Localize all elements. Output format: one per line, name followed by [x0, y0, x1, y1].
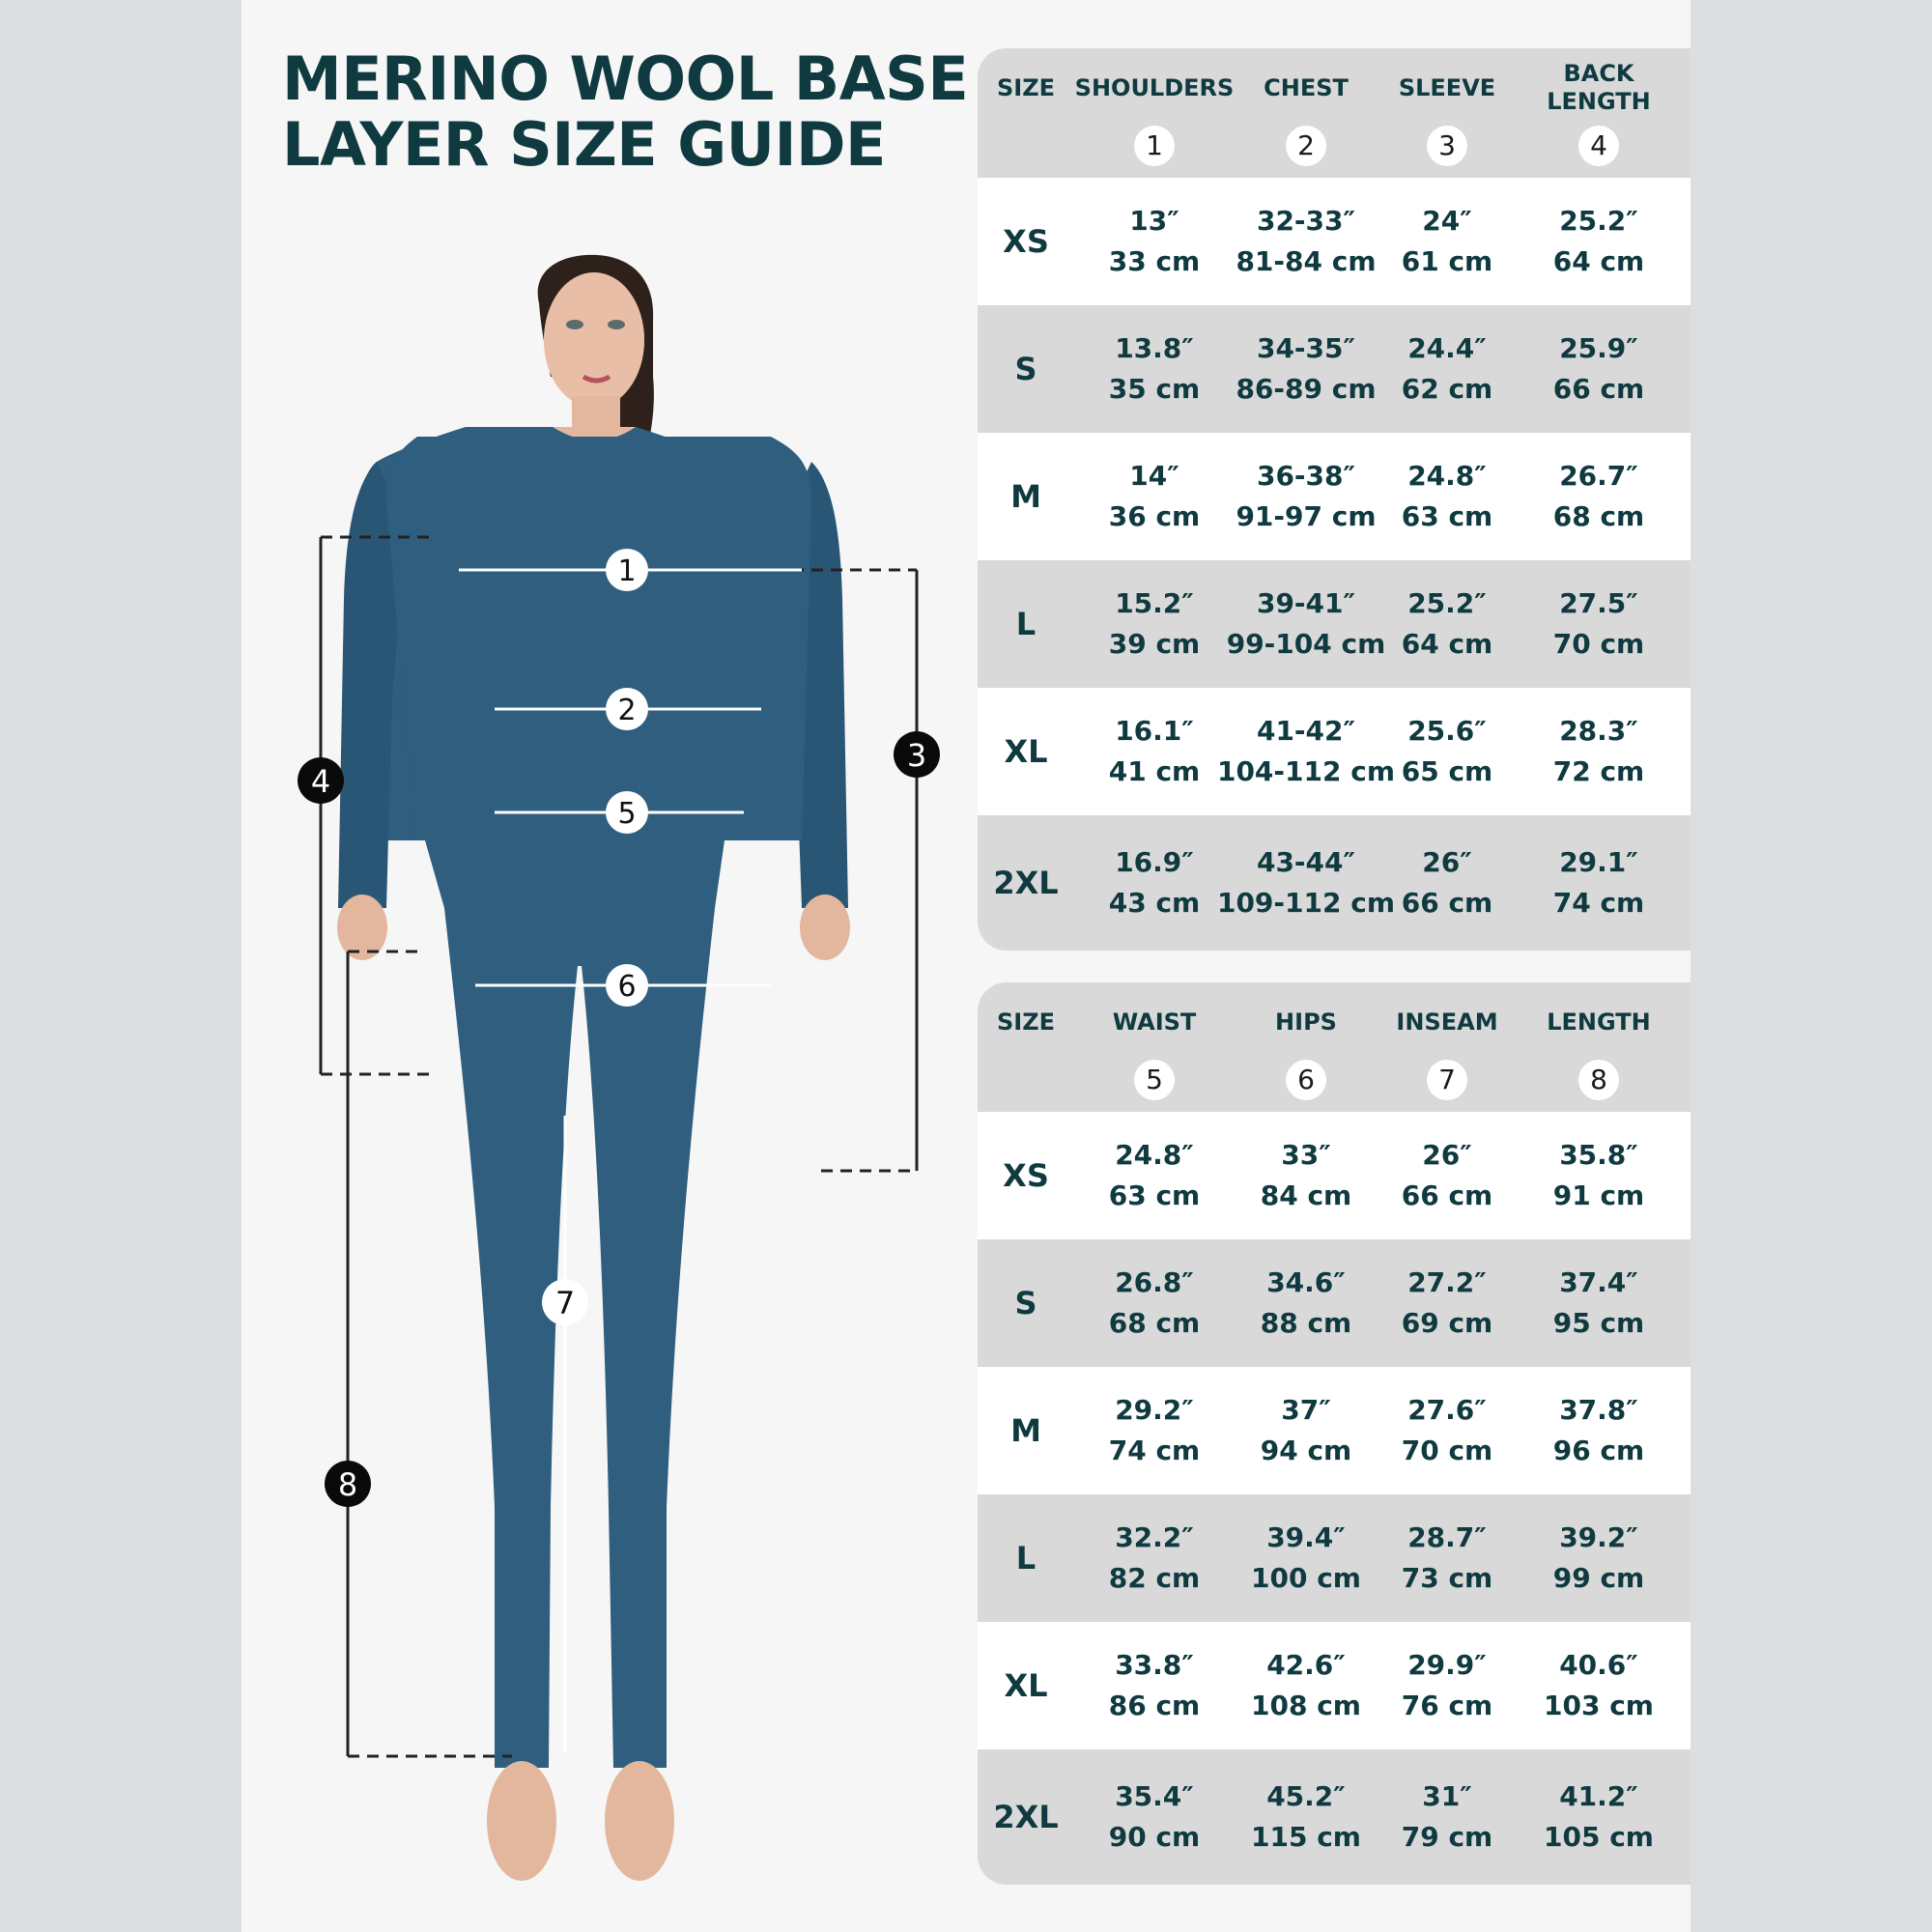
measurement-inches: 24.4″: [1407, 332, 1487, 364]
page-title: [282, 43, 978, 180]
column-header: [1375, 48, 1520, 178]
measurement-cm: 66 cm: [1552, 373, 1645, 405]
measurement-cm: 73 cm: [1401, 1562, 1493, 1594]
measurement-cm: 39 cm: [1108, 628, 1201, 660]
table-row: [978, 1494, 1690, 1622]
model-figure: [242, 213, 976, 1913]
column-number-badge: 6: [1286, 1060, 1326, 1100]
column-header: [1375, 982, 1520, 1112]
table-row: [978, 178, 1690, 305]
measurement-inches: 41-42″: [1256, 715, 1356, 747]
size-label: 2XL: [993, 1799, 1059, 1835]
marker-5: [606, 791, 648, 834]
measurement-cm: 94 cm: [1260, 1435, 1352, 1466]
measurement-inches: 39.2″: [1559, 1521, 1638, 1553]
marker-2: [606, 688, 648, 730]
measurement-inches: 25.2″: [1559, 205, 1638, 237]
table-row: [978, 1749, 1690, 1885]
right-eye: [608, 320, 625, 329]
measurement-inches: 26.7″: [1559, 460, 1638, 492]
measurement-inches: 32.2″: [1115, 1521, 1194, 1553]
right-hand: [800, 895, 850, 960]
measurement-inches: 28.7″: [1407, 1521, 1487, 1553]
measurement-cell: [1375, 815, 1520, 951]
measurement-cm: 68 cm: [1552, 500, 1645, 532]
measurement-inches: 34-35″: [1256, 332, 1356, 364]
top-size-table: [978, 48, 1690, 951]
size-label: 2XL: [993, 865, 1059, 901]
column-header-label: HIPS: [1275, 1008, 1337, 1036]
measurement-cm: 36 cm: [1108, 500, 1201, 532]
measurement-cm: 76 cm: [1401, 1690, 1493, 1721]
svg-text:4: 4: [310, 763, 331, 800]
column-number-badge: 3: [1427, 126, 1467, 166]
measurement-cm: 72 cm: [1552, 755, 1645, 787]
measurement-inches: 41.2″: [1559, 1780, 1638, 1812]
table-row: [978, 305, 1690, 433]
column-header: [978, 48, 1074, 178]
measurement-cell: [1375, 433, 1520, 560]
measurement-cm: 88 cm: [1260, 1307, 1352, 1339]
table-row: [978, 560, 1690, 688]
size-label: L: [1015, 606, 1037, 642]
svg-text:6: 6: [617, 970, 637, 1004]
size-label: M: [1010, 478, 1041, 515]
measurement-inches: 26″: [1422, 1139, 1472, 1171]
measurement-cm: 95 cm: [1552, 1307, 1645, 1339]
measurement-inches: 36-38″: [1256, 460, 1356, 492]
measurement-cm: 79 cm: [1401, 1821, 1493, 1853]
measurement-inches: 32-33″: [1256, 205, 1356, 237]
svg-text:3: 3: [906, 737, 927, 774]
measurement-inches: 24.8″: [1115, 1139, 1194, 1171]
measurement-cm: 91-97 cm: [1236, 500, 1377, 532]
measurement-cm: 115 cm: [1251, 1821, 1361, 1853]
measurement-cm: 86-89 cm: [1236, 373, 1377, 405]
measurement-inches: 25.9″: [1559, 332, 1638, 364]
measurement-cell: [1375, 688, 1520, 815]
svg-text:1: 1: [617, 554, 637, 588]
measurement-cm: 66 cm: [1401, 887, 1493, 919]
measurement-inches: 16.1″: [1115, 715, 1194, 747]
measurement-cell: [1375, 178, 1520, 305]
bottom-size-table: [978, 982, 1690, 1885]
measurement-cell: [1214, 815, 1398, 951]
marker-8: [325, 1461, 371, 1507]
measurement-inches: 15.2″: [1115, 587, 1194, 619]
measurement-cm: 99-104 cm: [1226, 628, 1386, 660]
column-header-label: SIZE: [996, 73, 1055, 101]
measurement-cell: [1375, 1367, 1520, 1494]
measurement-inches: 34.6″: [1266, 1266, 1346, 1298]
measurement-cm: 62 cm: [1401, 373, 1493, 405]
measurement-cell: [1375, 1494, 1520, 1622]
size-label: S: [1014, 1285, 1037, 1321]
table-row: [978, 1622, 1690, 1749]
measurement-cm: 43 cm: [1108, 887, 1201, 919]
table-row: [978, 433, 1690, 560]
measurement-cm: 104-112 cm: [1216, 755, 1396, 787]
column-header: [1214, 48, 1398, 178]
measurement-cm: 68 cm: [1108, 1307, 1201, 1339]
measurement-inches: 45.2″: [1266, 1780, 1346, 1812]
measurement-inches: 13″: [1129, 205, 1179, 237]
size-label: M: [1010, 1412, 1041, 1449]
table-row: [978, 1112, 1690, 1239]
measurement-cm: 99 cm: [1552, 1562, 1645, 1594]
measurement-inches: 29.2″: [1115, 1394, 1194, 1426]
measurement-inches: 27.6″: [1407, 1394, 1487, 1426]
svg-text:5: 5: [617, 797, 637, 831]
measurement-inches: 35.8″: [1559, 1139, 1638, 1171]
column-header: [1507, 982, 1690, 1112]
measurement-cell: [1214, 178, 1398, 305]
table-row: [978, 815, 1690, 951]
column-header-label: SLEEVE: [1398, 73, 1496, 101]
measurement-inches: 33″: [1281, 1139, 1331, 1171]
measurement-inches: 37.8″: [1559, 1394, 1638, 1426]
measurement-cell: [1507, 815, 1690, 951]
column-header: [1214, 982, 1398, 1112]
measurement-inches: 26.8″: [1115, 1266, 1194, 1298]
measurement-inches: 39-41″: [1256, 587, 1356, 619]
column-header-label: BACK LENGTH: [1547, 60, 1651, 115]
measurement-cm: 103 cm: [1544, 1690, 1654, 1721]
measurement-inches: 29.9″: [1407, 1649, 1487, 1681]
marker-6: [606, 964, 648, 1007]
measurement-cell: [1507, 1622, 1690, 1749]
column-number-badge: 8: [1578, 1060, 1619, 1100]
measurement-cell: [1507, 1367, 1690, 1494]
measurement-inches: 13.8″: [1115, 332, 1194, 364]
measurement-cm: 69 cm: [1401, 1307, 1493, 1339]
left-hand: [337, 895, 387, 960]
measurement-inches: 28.3″: [1559, 715, 1638, 747]
column-header-label: LENGTH: [1547, 1008, 1651, 1036]
measurement-cell: [1214, 1749, 1398, 1885]
measurement-cell: [1214, 1239, 1398, 1367]
measurement-cm: 82 cm: [1108, 1562, 1201, 1594]
size-label: XL: [1004, 733, 1048, 770]
measurement-inches: 33.8″: [1115, 1649, 1194, 1681]
measurement-cm: 86 cm: [1108, 1690, 1201, 1721]
measurement-cm: 108 cm: [1251, 1690, 1361, 1721]
bottom-table-header: [978, 982, 1690, 1112]
measurement-cm: 61 cm: [1401, 245, 1493, 277]
top-table-header: [978, 48, 1690, 178]
column-number-badge: 1: [1134, 126, 1175, 166]
measurement-cm: 66 cm: [1401, 1179, 1493, 1211]
left-eye: [566, 320, 583, 329]
measurement-cell: [1214, 305, 1398, 433]
measurement-inches: 31″: [1422, 1780, 1472, 1812]
measurement-cm: 64 cm: [1401, 628, 1493, 660]
size-label: XS: [1003, 223, 1049, 260]
column-header-label: SHOULDERS: [1074, 73, 1235, 101]
size-label: L: [1015, 1540, 1037, 1577]
marker-7: [542, 1279, 588, 1325]
measurement-cell: [1214, 1112, 1398, 1239]
column-header: [978, 982, 1074, 1112]
measurement-inches: 37.4″: [1559, 1266, 1638, 1298]
measurement-inches: 24.8″: [1407, 460, 1487, 492]
svg-text:8: 8: [337, 1466, 358, 1503]
measurement-cm: 84 cm: [1260, 1179, 1352, 1211]
measurement-inches: 25.2″: [1407, 587, 1487, 619]
measurement-cm: 35 cm: [1108, 373, 1201, 405]
measurement-inches: 26″: [1422, 846, 1472, 878]
model-illustration: [242, 213, 976, 1913]
measurement-cell: [1375, 305, 1520, 433]
measurement-inches: 29.1″: [1559, 846, 1638, 878]
measurement-cm: 41 cm: [1108, 755, 1201, 787]
measurement-cm: 109-112 cm: [1216, 887, 1396, 919]
face-shape: [544, 272, 644, 408]
measurement-cm: 63 cm: [1108, 1179, 1201, 1211]
measurement-cm: 100 cm: [1251, 1562, 1361, 1594]
measurement-cm: 96 cm: [1552, 1435, 1645, 1466]
svg-text:2: 2: [617, 694, 637, 727]
measurement-cm: 74 cm: [1108, 1435, 1201, 1466]
measurement-cell: [1507, 433, 1690, 560]
measurement-cm: 70 cm: [1401, 1435, 1493, 1466]
measurement-cell: [1507, 560, 1690, 688]
measurement-cell: [1214, 560, 1398, 688]
table-row: [978, 1239, 1690, 1367]
measurement-cm: 90 cm: [1108, 1821, 1201, 1853]
marker-3: [894, 731, 940, 778]
title-line-2: LAYER SIZE GUIDE: [282, 109, 886, 180]
measurement-cell: [1214, 688, 1398, 815]
measurement-inches: 35.4″: [1115, 1780, 1194, 1812]
column-number-badge: 7: [1427, 1060, 1467, 1100]
column-header: [1507, 48, 1690, 178]
measurement-cell: [1507, 1494, 1690, 1622]
measurement-cell: [1507, 1239, 1690, 1367]
column-number-badge: 2: [1286, 126, 1326, 166]
measurement-cm: 65 cm: [1401, 755, 1493, 787]
column-number-badge: 5: [1134, 1060, 1175, 1100]
measurement-inches: 27.2″: [1407, 1266, 1487, 1298]
measurement-inches: 37″: [1281, 1394, 1331, 1426]
shirt-torso: [386, 437, 811, 840]
marker-4: [298, 757, 344, 804]
measurement-cm: 81-84 cm: [1236, 245, 1377, 277]
measurement-cell: [1375, 1749, 1520, 1885]
measurement-cell: [1507, 1112, 1690, 1239]
measurement-inches: 43-44″: [1256, 846, 1356, 878]
column-header-label: SIZE: [996, 1008, 1055, 1036]
measurement-inches: 25.6″: [1407, 715, 1487, 747]
measurement-inches: 27.5″: [1559, 587, 1638, 619]
measurement-inches: 24″: [1422, 205, 1472, 237]
column-header-label: CHEST: [1264, 73, 1349, 101]
measurement-cell: [1375, 1112, 1520, 1239]
column-number-badge: 4: [1578, 126, 1619, 166]
table-row: [978, 688, 1690, 815]
measurement-inches: 16.9″: [1115, 846, 1194, 878]
right-foot: [605, 1761, 674, 1881]
measurement-inches: 40.6″: [1559, 1649, 1638, 1681]
size-label: XS: [1003, 1157, 1049, 1194]
measurement-cell: [1375, 560, 1520, 688]
measurement-cm: 74 cm: [1552, 887, 1645, 919]
column-header-label: INSEAM: [1396, 1008, 1498, 1036]
measurement-cell: [1375, 1622, 1520, 1749]
measurement-cell: [1214, 1622, 1398, 1749]
measurement-cell: [1507, 178, 1690, 305]
measurement-cm: 70 cm: [1552, 628, 1645, 660]
size-label: XL: [1004, 1667, 1048, 1704]
measurement-inches: 42.6″: [1266, 1649, 1346, 1681]
measurement-inches: 14″: [1129, 460, 1179, 492]
measurement-cell: [1375, 1239, 1520, 1367]
measurement-cm: 91 cm: [1552, 1179, 1645, 1211]
measurement-cell: [1214, 1367, 1398, 1494]
measurement-cell: [1214, 1494, 1398, 1622]
left-foot: [487, 1761, 556, 1881]
measurement-cm: 63 cm: [1401, 500, 1493, 532]
column-header-label: WAIST: [1112, 1008, 1197, 1036]
measurement-inches: 39.4″: [1266, 1521, 1346, 1553]
marker-1: [606, 549, 648, 591]
table-row: [978, 1367, 1690, 1494]
measurement-cm: 33 cm: [1108, 245, 1201, 277]
measurement-cell: [1507, 688, 1690, 815]
measurement-cell: [1507, 1749, 1690, 1885]
measurement-cm: 105 cm: [1544, 1821, 1654, 1853]
svg-text:7: 7: [554, 1285, 576, 1321]
title-line-1: MERINO WOOL BASE: [282, 43, 969, 114]
measurement-cell: [1214, 433, 1398, 560]
measurement-cell: [1507, 305, 1690, 433]
size-label: S: [1014, 351, 1037, 387]
measurement-cm: 64 cm: [1552, 245, 1645, 277]
